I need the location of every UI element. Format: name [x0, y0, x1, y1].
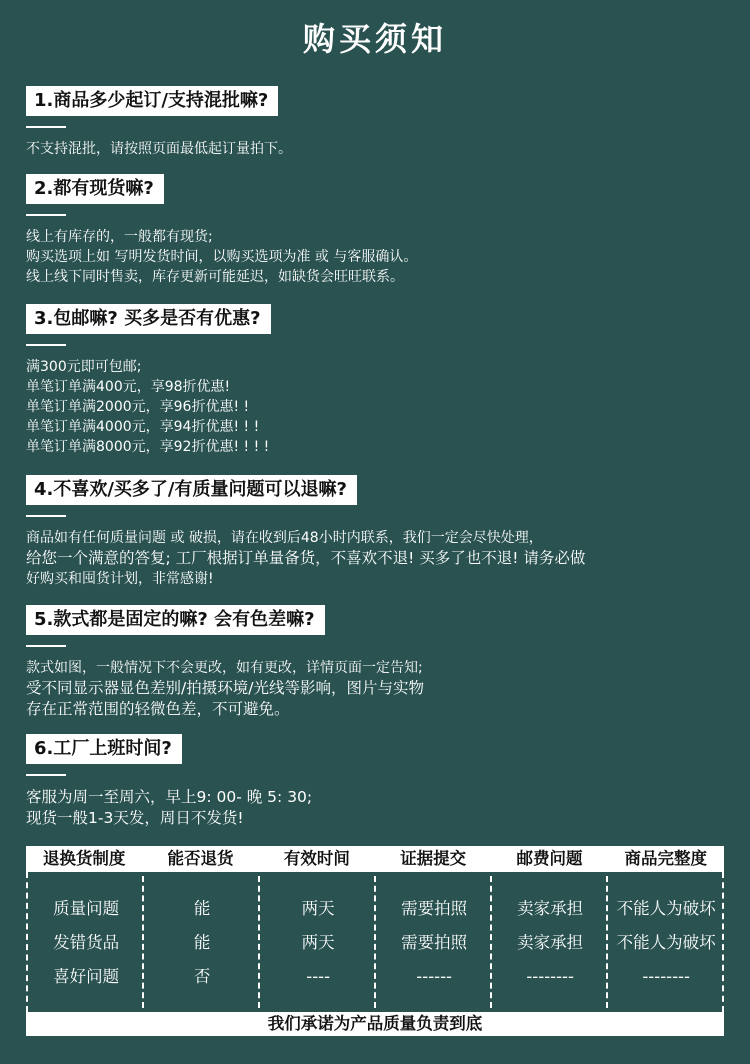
table-cell: -------- — [526, 967, 574, 986]
divider — [26, 344, 66, 346]
faq-answer-line: 满300元即可包邮; — [26, 359, 142, 375]
table-cell: 不能人为破坏 — [616, 899, 716, 918]
faq-answer-line: 单笔订单满4000元，享94折优惠! ! ! — [26, 419, 260, 435]
table-body — [26, 872, 724, 1012]
divider — [26, 126, 66, 128]
faq-answer-line: 款式如图，一般情况下不会更改，如有更改，详情页面一定告知; — [26, 660, 423, 676]
table-cell: 两天 — [301, 899, 335, 918]
faq-section-5 — [26, 605, 726, 720]
faq-answer-line: 单笔订单满400元，享98折优惠! — [26, 379, 231, 395]
faq-question-3: 3.包邮嘛? 买多是否有优惠? — [26, 304, 271, 334]
faq-question-6: 6.工厂上班时间? — [26, 734, 182, 764]
faq-section-2 — [26, 174, 726, 287]
faq-section-3 — [26, 304, 726, 457]
faq-answer-line: 客服为周一至周六，早上9: 00- 晚 5: 30; — [26, 788, 313, 806]
faq-question-1: 1.商品多少起订/支持混批嘛? — [26, 86, 278, 116]
table-header-cell: 有效时间 — [283, 849, 350, 868]
table-header-cell: 能否退货 — [167, 849, 234, 868]
faq-answer-line: 好购买和囤货计划，非常感谢! — [26, 571, 214, 587]
divider — [26, 774, 66, 776]
divider — [26, 214, 66, 216]
table-cell: 能 — [193, 933, 211, 952]
table-cell: 卖家承担 — [517, 899, 584, 918]
table-cell: 两天 — [301, 933, 335, 952]
faq-section-1 — [26, 86, 726, 159]
table-cell: 卖家承担 — [517, 933, 584, 952]
divider — [26, 645, 66, 647]
faq-answer-line: 商品如有任何质量问题 或 破损，请在收到后48小时内联系，我们一定会尽快处理， — [26, 530, 543, 546]
table-header-cell: 邮费问题 — [516, 849, 583, 868]
faq-answer-line: 购买选项上如 写明发货时间，以购买选项为准 或 与客服确认。 — [26, 249, 418, 265]
faq-answer-line: 线上有库存的，一般都有现货; — [26, 229, 213, 245]
faq-question-4: 4.不喜欢/买多了/有质量问题可以退嘛? — [26, 475, 357, 505]
return-policy-table — [26, 846, 724, 1036]
faq-answer-line: 不支持混批，请按照页面最低起订量拍下。 — [26, 141, 292, 157]
faq-question-2: 2.都有现货嘛? — [26, 174, 164, 204]
table-cell: 需要拍照 — [401, 899, 468, 918]
table-cell: 否 — [193, 967, 211, 986]
faq-section-6 — [26, 734, 726, 829]
faq-answer-line: 单笔订单满8000元，享92折优惠! ! ! ! — [26, 439, 270, 455]
table-header-cell: 退换货制度 — [42, 849, 126, 868]
table-cell: 需要拍照 — [401, 933, 468, 952]
table-header-row — [26, 846, 724, 872]
table-cell: ------ — [416, 967, 453, 986]
table-footer: 我们承诺为产品质量负责到底 — [26, 1012, 724, 1036]
faq-answer-line: 给您一个满意的答复; 工厂根据订单量备货，不喜欢不退! 买多了也不退! 请务必做 — [26, 549, 586, 567]
faq-answer-line: 存在正常范围的轻微色差，不可避免。 — [26, 700, 290, 718]
table-cell: -------- — [642, 967, 690, 986]
table-cell: 质量问题 — [53, 899, 120, 918]
table-cell: 发错货品 — [53, 933, 120, 952]
table-cell: 能 — [193, 899, 211, 918]
faq-section-4 — [26, 475, 726, 589]
divider — [26, 515, 66, 517]
faq-answer-line: 现货一般1-3天发，周日不发货! — [26, 809, 244, 827]
page-title: 购买须知 — [302, 20, 447, 58]
table-cell: 不能人为破坏 — [616, 933, 716, 952]
faq-answer-line: 线上线下同时售卖，库存更新可能延迟，如缺货会旺旺联系。 — [26, 269, 404, 285]
faq-answer-line: 受不同显示器显色差别/拍摄环境/光线等影响，图片与实物 — [26, 679, 424, 697]
table-header-cell: 证据提交 — [400, 849, 467, 868]
table-cell: ---- — [306, 967, 331, 986]
table-header-cell: 商品完整度 — [624, 849, 708, 868]
faq-question-5: 5.款式都是固定的嘛? 会有色差嘛? — [26, 605, 325, 635]
faq-answer-line: 单笔订单满2000元，享96折优惠! ! — [26, 399, 250, 415]
table-cell: 喜好问题 — [53, 967, 120, 986]
